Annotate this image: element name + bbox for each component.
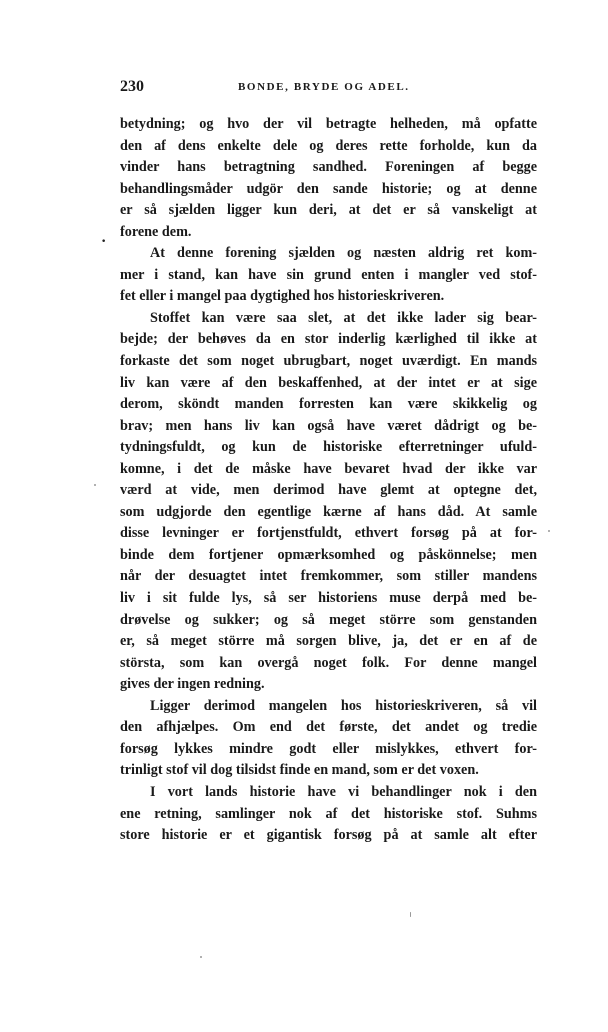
text-line: betydning; og hvo der vil betragte helheden, må opfatte (120, 116, 537, 132)
text-line: ene retning, samlinger nok af det historiske stof. Suhms (120, 805, 537, 822)
text-line: værd at vide, men derimod have glemt at optegne det, (120, 482, 537, 499)
text-line: behandlingsmåder udgör den sande historie; og at denne (120, 180, 537, 197)
margin-mark: • (101, 237, 107, 247)
paper-speck (410, 912, 411, 917)
text-line: er, så meget större må sorgen blive, ja, det er en af de (120, 633, 537, 650)
text-line: komne, i det de måske have bevaret hvad der ikke var (120, 460, 537, 477)
text-line: forene dem. (120, 223, 192, 240)
text-line: bejde; der behøves da en stor inderlig kærlighed til ikke at (120, 331, 537, 348)
text-line: mer i stand, kan have sin grund enten i mangler ved stof- (120, 266, 537, 283)
text-line: gives der ingen redning. (120, 676, 265, 693)
text-line: drøvelse og sukker; og så meget större som genstanden (120, 611, 537, 628)
text-line: vinder hans betragtning sandhed. Foreningen af begge (120, 159, 537, 176)
text-line: som udgjorde den egentlige kærne af hans dåd. At samle (120, 503, 537, 520)
paper-speck (200, 956, 202, 958)
body-text (120, 114, 537, 847)
text-line: den afhjælpes. Om end det første, det andet og tredie (120, 719, 537, 736)
text-line: den af dens enkelte dele og deres rette forholde, kun da (120, 137, 537, 154)
paper-speck (94, 484, 96, 486)
text-line: brav; men hans liv kan også have været dådrigt og be- (120, 417, 537, 434)
paragraph-start-line: At denne forening sjælden og næsten aldrig ret kom- (150, 245, 537, 262)
text-line: forkaste det som noget ubrugbart, noget uværdigt. En mands (120, 353, 537, 370)
text-line: når der desuagtet intet fremkommer, som stiller mandens (120, 568, 537, 585)
text-line: fet eller i mangel paa dygtighed hos historieskriveren. (120, 288, 445, 305)
text-line: liv i sit fulde lys, så ser historiens muse derpå med be- (120, 590, 537, 607)
text-line: derom, sköndt manden forresten kan være skikkelig og (120, 396, 537, 413)
paragraph-start-line: Stoffet kan være saa slet, at det ikke lader sig bear- (150, 309, 537, 326)
text-line: disse levninger er fortjenstfuldt, ethvert forsøg på at for- (120, 525, 537, 542)
text-line: forsøg lykkes mindre godt eller mislykkes, ethvert for- (120, 740, 537, 757)
paragraph-start-line: Ligger derimod mangelen hos historieskriveren, så vil (150, 697, 537, 714)
paragraph-start-line: I vort lands historie have vi behandlinger nok i den (150, 783, 537, 800)
text-line: er så sjælden ligger kun deri, at det er så vanskeligt at (120, 202, 537, 219)
paper-speck (548, 530, 550, 532)
page-header (120, 78, 540, 100)
page-number: 230 (120, 78, 144, 95)
text-line: store historie er et gigantisk forsøg på at samle alt efter (120, 827, 537, 844)
text-line: trinligt stof vil dog tilsidst finde en mand, som er det voxen. (120, 762, 479, 779)
text-line: liv kan være af den beskaffenhed, at der intet er at sige (120, 374, 537, 391)
text-line: binde dem fortjener opmærksomhed og påskönnelse; men (120, 546, 537, 563)
text-line: största, som kan overgå noget folk. For denne mangel (120, 654, 537, 671)
running-head: BONDE, BRYDE OG ADEL. (238, 81, 410, 93)
text-line: tydningsfuldt, og kun de historiske efterretninger ufuld- (120, 439, 537, 456)
